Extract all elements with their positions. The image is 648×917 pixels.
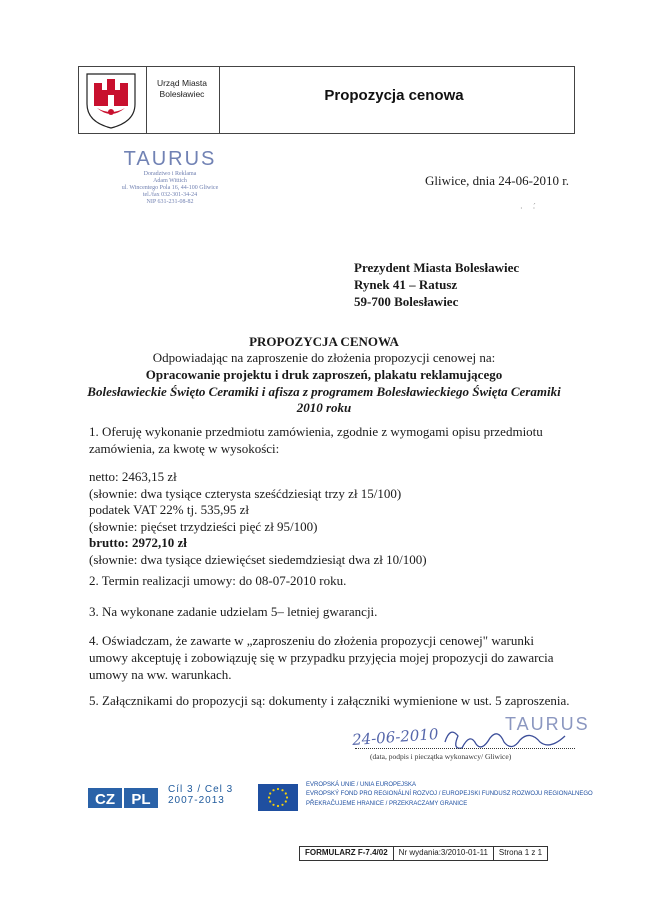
price-breakdown — [89, 469, 575, 568]
price-brutto-words: (słownie: dwa tysiące dziewięćset siedemdziesiąt dwa zł 10/100) — [89, 551, 427, 567]
header-divider — [146, 67, 147, 133]
stamp-line: ul. Wincentego Pola 16, 44-100 Gliwice — [121, 185, 219, 191]
cz-pl-logo-icon — [88, 786, 160, 810]
cel3-line2: 2007-2013 — [168, 795, 225, 806]
office-name-line2: Bolesławiec — [159, 89, 205, 99]
city-crest-icon — [83, 70, 139, 130]
cel3-line1: Cíl 3 / Cel 3 — [168, 784, 234, 795]
document-header — [78, 66, 575, 134]
company-stamp — [100, 148, 240, 206]
paragraph-declaration: 4. Oświadczam, że zawarte w „zaproszeniu do złożenia propozycji cenowej" warunki umowy akceptuję i zobowiązuję się w przypadku przyjęcia mojej propozycji do zawarcia umowy na ww. warunkach. — [89, 633, 554, 682]
signature-stamp-name: TAURUS — [505, 714, 590, 734]
price-brutto: brutto: 2972,10 zł — [89, 535, 187, 550]
eu-text-line: PŘEKRAČUJEME HRANICE / PRZEKRACZAMY GRANICE — [306, 800, 468, 807]
signature-caption: (data, podpis i pieczątka wykonawcy/ Gliwice) — [370, 752, 512, 761]
recipient-line: 59-700 Bolesławiec — [354, 294, 459, 309]
subject-line: Opracowanie projektu i druk zaproszeń, plakatu reklamującego — [145, 367, 503, 382]
price-vat-words: (słownie: pięćset trzydzieści pięć zł 95/100) — [89, 518, 318, 534]
place-and-date: Gliwice, dnia 24-06-2010 r. — [425, 173, 570, 188]
form-code: FORMULARZ F-7.4/02 — [300, 847, 394, 860]
svg-text:CZ: CZ — [95, 791, 115, 808]
stamp-line: tel./fax 032-301-34-24 — [142, 192, 198, 198]
stamp-company-name: TAURUS — [123, 148, 217, 170]
handwritten-signature-icon — [440, 722, 580, 756]
stamp-line: Doradztwo i Reklama — [143, 171, 197, 177]
eu-text-line: EVROPSKÝ FOND PRO REGIONÁLNÍ ROZVOJ / EUROPEJSKI FUNDUSZ ROZWOJU REGIONALNEGO — [306, 791, 593, 798]
form-page: Strona 1 z 1 — [498, 848, 543, 857]
svg-text:PL: PL — [131, 791, 151, 808]
paragraph-attachments: 5. Załącznikami do propozycji są: dokumenty i załączniki wymienione w ust. 5 zaproszenia. — [89, 693, 570, 708]
document-title: PROPOZYCJA CENOWA — [249, 334, 399, 349]
office-name — [152, 78, 212, 100]
eu-flag-icon — [258, 784, 298, 811]
form-reference-box — [299, 846, 548, 861]
paragraph-deadline: 2. Termin realizacji umowy: do 08-07-2010 roku. — [89, 573, 347, 588]
office-name-line1: Urząd Miasta — [156, 78, 208, 88]
price-vat: podatek VAT 22% tj. 535,95 zł — [89, 502, 249, 517]
signature-date: 24-06-2010 — [351, 725, 440, 749]
header-title: Propozycja cenowa — [324, 87, 464, 104]
paragraph-warranty: 3. Na wykonane zadanie udzielam 5– letniej gwarancji. — [89, 604, 378, 619]
eu-funding-text — [306, 781, 593, 809]
subject-line: 2010 roku — [296, 400, 352, 415]
scan-specks: · ·́ — [520, 204, 540, 213]
recipient-line: Prezydent Miasta Bolesławiec — [354, 260, 520, 275]
price-netto: netto: 2463,15 zł — [89, 469, 177, 484]
price-netto-words: (słownie: dwa tysiące czterysta sześćdziesiąt trzy zł 15/100) — [89, 485, 402, 501]
subject-line: Bolesławieckie Święto Ceramiki i afisza z programem Bolesławieckiego Święta Ceramiki — [87, 384, 561, 399]
eu-text-line: EVROPSKÁ UNIE / UNIA EUROPEJSKA — [306, 782, 417, 788]
paragraph-offer: 1. Oferuję wykonanie przedmiotu zamówienia, zgodnie z wymogami opisu przedmiotu zamówienia, za kwotę w wysokości: — [89, 424, 543, 456]
intro-text: Odpowiadając na zaproszenie do złożenia propozycji cenowej na: — [152, 350, 496, 365]
stamp-line: NIP 631-231-08-82 — [146, 199, 194, 205]
recipient-address — [354, 259, 519, 310]
form-edition: Nr wydania:3/2010-01-11 — [394, 847, 494, 860]
cel3-logo — [168, 784, 233, 806]
stamp-line: Adam Wittich — [153, 178, 187, 184]
header-divider-2 — [219, 67, 220, 133]
recipient-line: Rynek 41 – Ratusz — [354, 277, 458, 292]
signature-line — [355, 748, 575, 749]
